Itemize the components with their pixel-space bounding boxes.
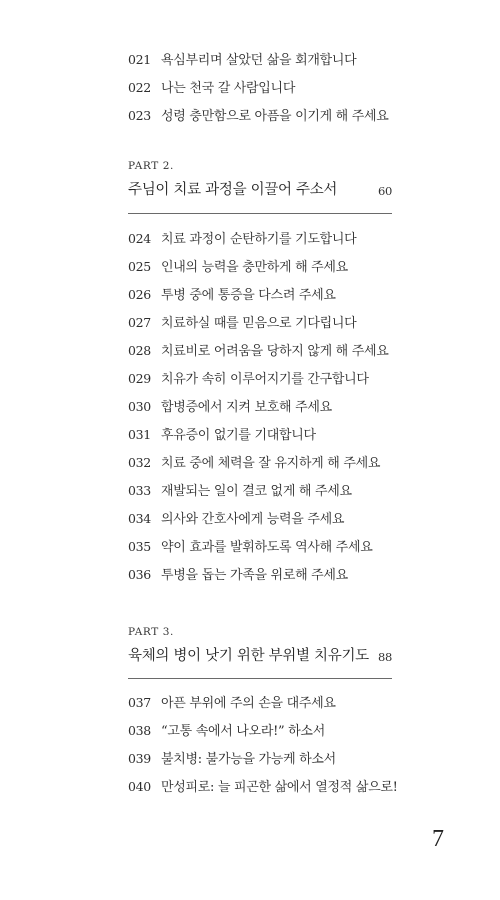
- entry-title: 의사와 간호사에게 능력을 주세요: [161, 512, 345, 527]
- toc-entry: [128, 285, 336, 305]
- entry-number: 024: [128, 231, 151, 246]
- entry-number: 021: [128, 52, 151, 67]
- entry-number: 029: [128, 371, 151, 386]
- part-label: PART 2.: [128, 160, 174, 172]
- entry-title: 치료 중에 체력을 잘 유지하게 해 주세요: [161, 456, 381, 471]
- toc-entry: [128, 78, 295, 98]
- part-divider: [128, 678, 392, 679]
- entry-title: 투병 중에 통증을 다스려 주세요: [161, 288, 336, 303]
- entry-number: 033: [128, 483, 151, 498]
- part-label: PART 3.: [128, 626, 174, 638]
- toc-entry: [128, 749, 336, 769]
- part-heading: [128, 645, 392, 667]
- entry-number: 036: [128, 567, 151, 582]
- entry-title: 인내의 능력을 충만하게 해 주세요: [161, 260, 348, 275]
- part-page-number: 88: [377, 650, 392, 664]
- part-heading: [128, 179, 392, 201]
- entry-title: 치유가 속히 이루어지기를 간구합니다: [161, 372, 369, 387]
- entry-title: 치료비로 어려움을 당하지 않게 해 주세요: [161, 344, 389, 359]
- part-title: 주님이 치료 과정을 이끌어 주소서: [128, 182, 338, 198]
- entry-title: 나는 천국 갈 사람입니다: [161, 81, 296, 96]
- entry-title: 불치병: 불가능을 가능케 하소서: [161, 752, 336, 767]
- toc-entry: [128, 397, 332, 417]
- entry-title: 욕심부리며 살았던 삶을 회개합니다: [161, 53, 357, 68]
- entry-number: 040: [128, 779, 151, 794]
- entry-title: 투병을 돕는 가족을 위로해 주세요: [161, 568, 348, 583]
- entry-title: 후유증이 없기를 기대합니다: [161, 428, 316, 443]
- toc-entry: [128, 537, 372, 557]
- toc-entry: [128, 693, 336, 713]
- entry-title: 재발되는 일이 결코 없게 해 주세요: [161, 484, 352, 499]
- toc-entry: [128, 50, 356, 70]
- entry-number: 028: [128, 343, 151, 358]
- entry-number: 034: [128, 511, 151, 526]
- toc-entry: [128, 777, 398, 797]
- toc-entry: [128, 106, 389, 126]
- toc-entry: [128, 509, 344, 529]
- entry-number: 031: [128, 427, 151, 442]
- toc-entry: [128, 257, 348, 277]
- entry-number: 022: [128, 80, 151, 95]
- entry-title: 치료하실 때를 믿음으로 기다립니다: [161, 316, 357, 331]
- entry-number: 035: [128, 539, 151, 554]
- toc-entry: [128, 453, 380, 473]
- entry-title: 합병증에서 지켜 보호해 주세요: [161, 400, 332, 415]
- entry-title: “고통 속에서 나오라!” 하소서: [161, 724, 325, 739]
- entry-number: 039: [128, 751, 151, 766]
- entry-number: 038: [128, 723, 151, 738]
- toc-entry: [128, 369, 369, 389]
- toc-entry: [128, 481, 352, 501]
- toc-entry: [128, 229, 356, 249]
- entry-title: 치료 과정이 순탄하기를 기도합니다: [161, 232, 357, 247]
- toc-entry: [128, 313, 356, 333]
- entry-number: 026: [128, 287, 151, 302]
- part-title: 육체의 병이 낫기 위한 부위별 치유기도: [128, 648, 369, 664]
- entry-number: 025: [128, 259, 151, 274]
- entry-title: 약이 효과를 발휘하도록 역사해 주세요: [161, 540, 373, 555]
- entry-number: 032: [128, 455, 151, 470]
- entry-number: 037: [128, 695, 151, 710]
- entry-title: 만성피로: 늘 피곤한 삶에서 열정적 삶으로!: [161, 780, 398, 795]
- toc-entry: [128, 565, 348, 585]
- part-page-number: 60: [377, 184, 392, 198]
- page-number: 7: [432, 826, 444, 852]
- toc-entry: [128, 721, 325, 741]
- toc-entry: [128, 341, 389, 361]
- entry-number: 030: [128, 399, 151, 414]
- toc-entry: [128, 425, 316, 445]
- entry-number: 023: [128, 108, 151, 123]
- entry-number: 027: [128, 315, 151, 330]
- entry-title: 성령 충만함으로 아픔을 이기게 해 주세요: [161, 109, 389, 124]
- part-divider: [128, 213, 392, 214]
- entry-title: 아픈 부위에 주의 손을 대주세요: [161, 696, 336, 711]
